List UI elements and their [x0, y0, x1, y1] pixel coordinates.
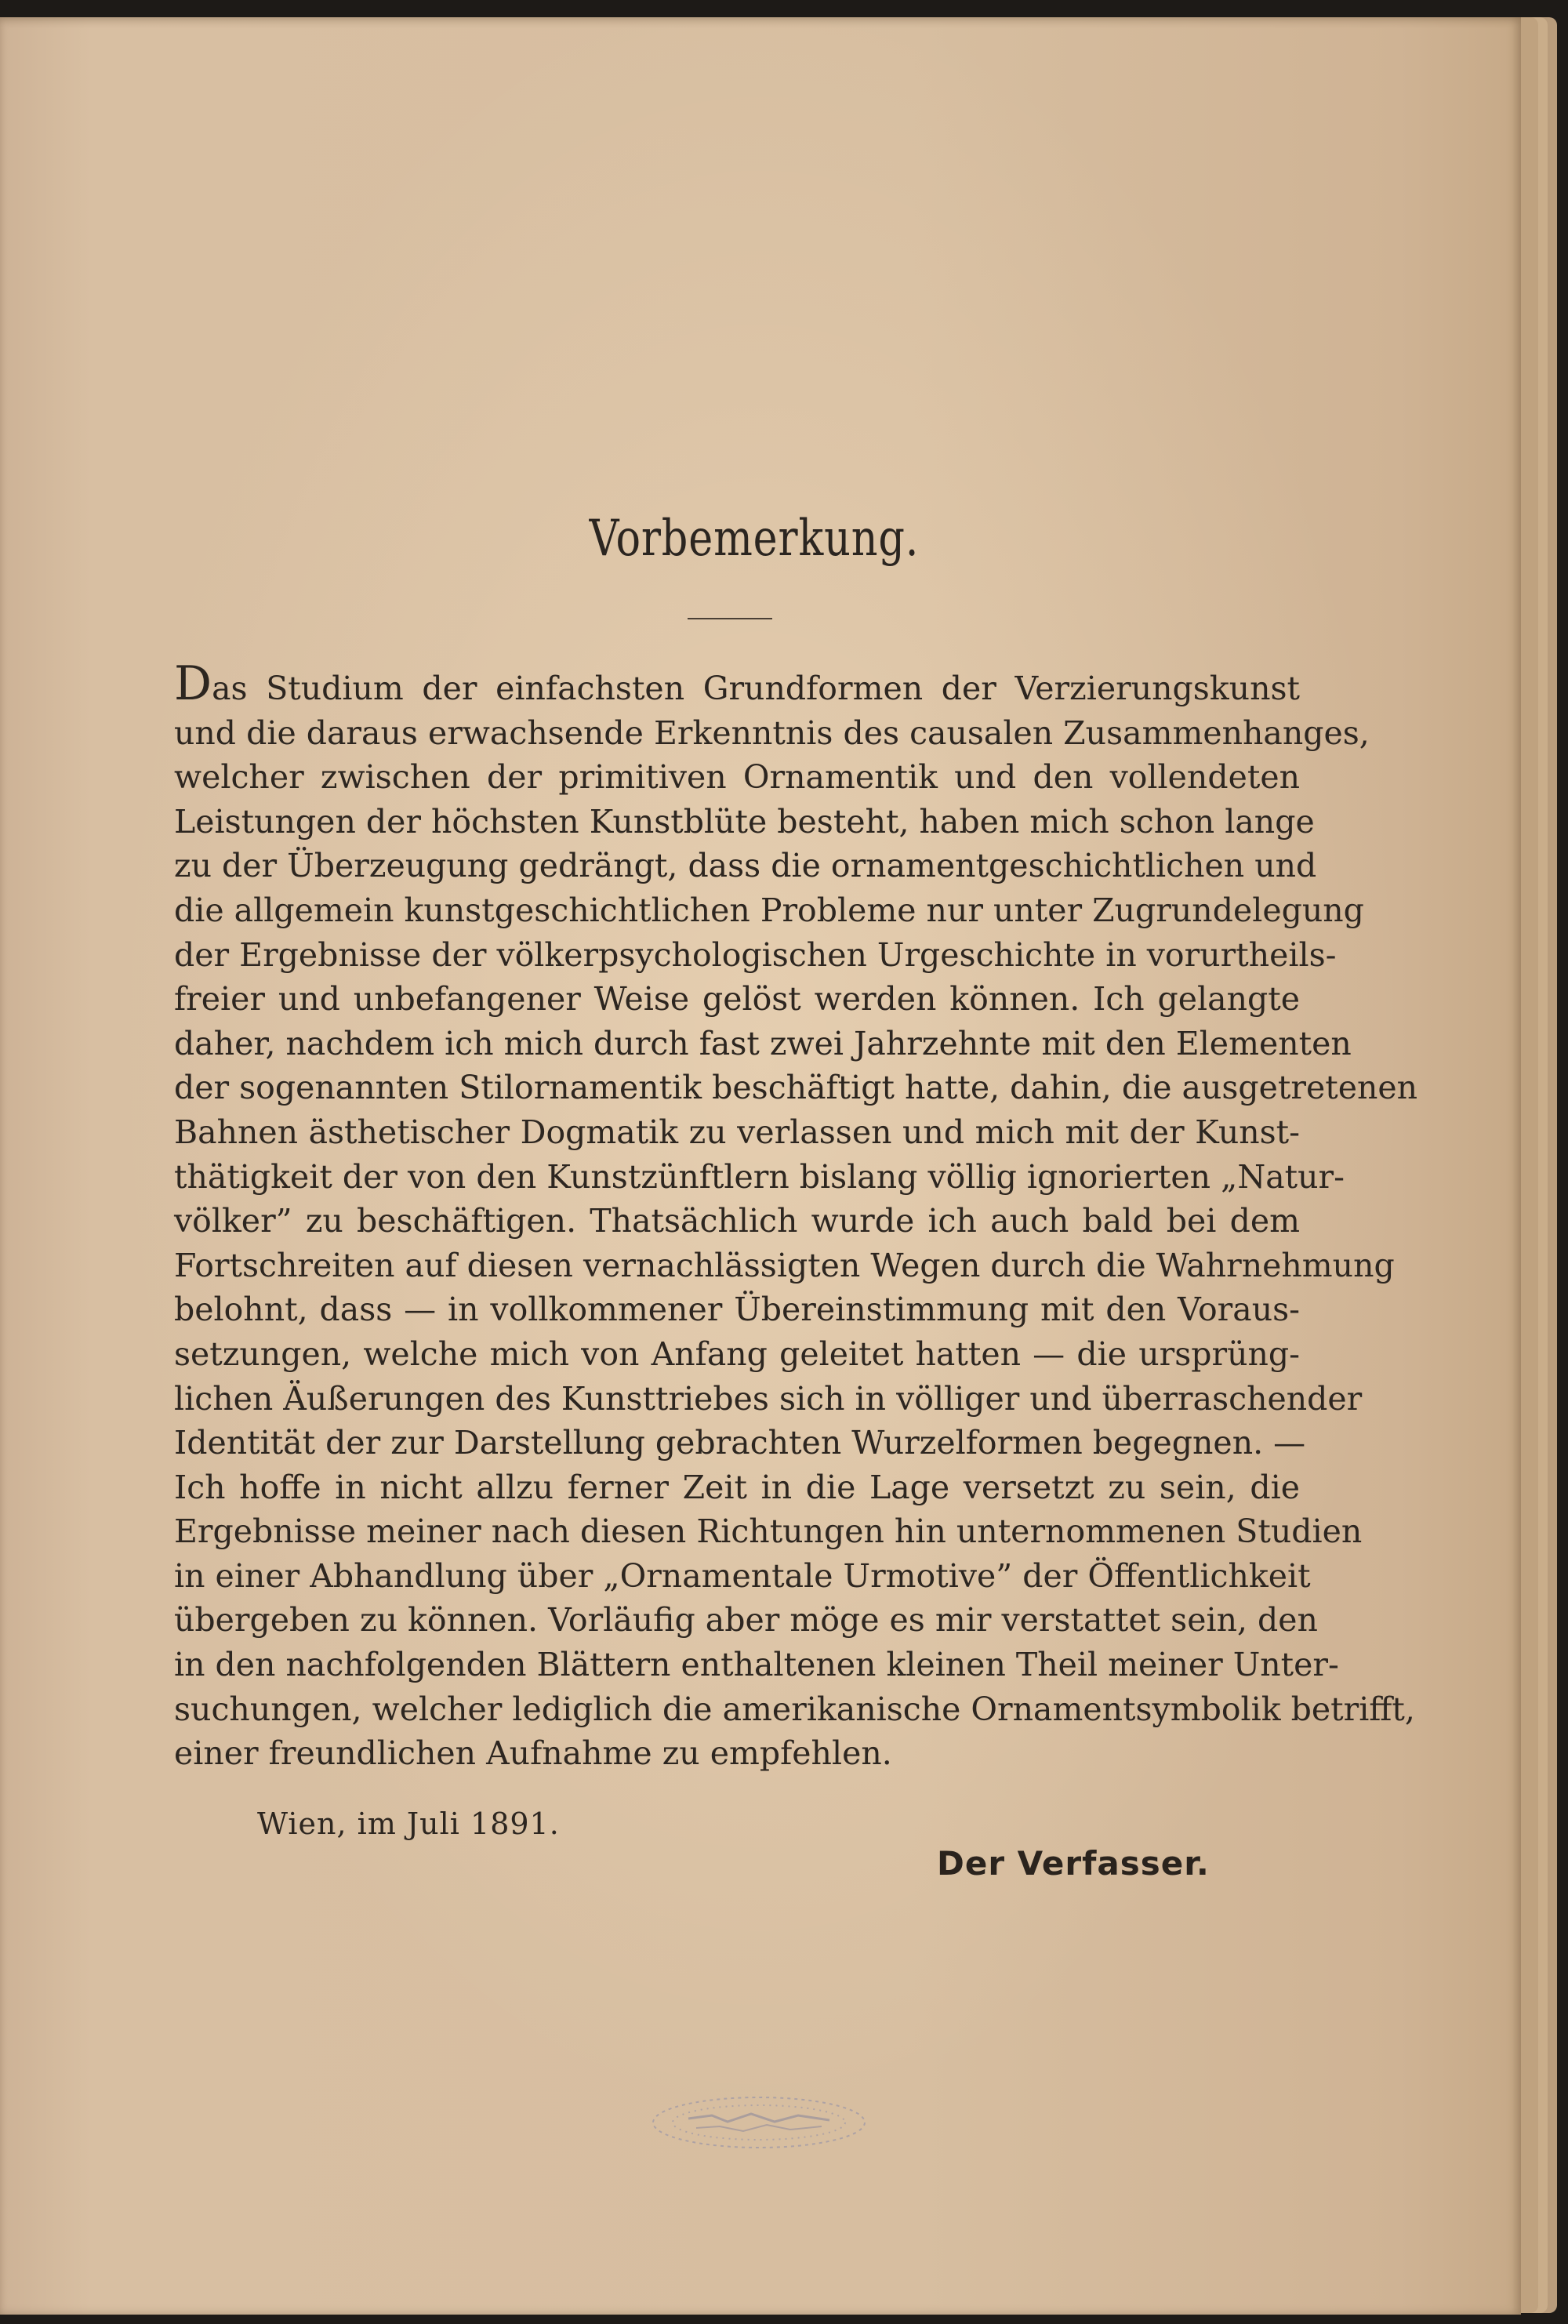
- text-line: zu der Überzeugung gedrängt, dass die ornamentgeschichtlichen und: [174, 847, 1317, 885]
- text-line: [174, 656, 1300, 711]
- text-line: belohnt, dass — in vollkommener Übereinstimmung mit den Voraus-: [174, 1291, 1300, 1329]
- text-line: Ich hoffe in nicht allzu ferner Zeit in die Lage versetzt zu sein, die: [174, 1468, 1300, 1506]
- drop-cap: D: [174, 656, 212, 711]
- title-rule: [688, 618, 772, 619]
- text-line: setzungen, welche mich von Anfang geleitet hatten — die ursprüng-: [174, 1334, 1300, 1373]
- text-line: suchungen, welcher lediglich die amerikanische Ornamentsymbolik betrifft,: [174, 1690, 1415, 1728]
- text-line: völker” zu beschäftigen. Thatsächlich wurde ich auch bald bei dem: [174, 1202, 1300, 1240]
- text-line-content: as Studium der einfachsten Grundformen der Verzierungskunst: [212, 670, 1300, 707]
- text-line: welcher zwischen der primitiven Ornamentik und den vollendeten: [174, 758, 1300, 797]
- text-line: Fortschreiten auf diesen vernachlässigten Wegen durch die Wahrnehmung: [174, 1246, 1395, 1284]
- text-line: freier und unbefangener Weise gelöst werden können. Ich gelangte: [174, 980, 1300, 1019]
- text-line: Identität der zur Darstellung gebrachten Wurzelformen begegnen. —: [174, 1424, 1306, 1462]
- text-line: lichen Äußerungen des Kunsttriebes sich in völliger und überraschender: [174, 1379, 1363, 1418]
- text-line: thätigkeit der von den Kunstzünftlern bislang völlig ignorierten „Natur-: [174, 1157, 1345, 1196]
- text-line: übergeben zu können. Vorläufig aber möge es mir verstattet sein, den: [174, 1601, 1318, 1640]
- text-line: in einer Abhandlung über „Ornamentale Urmotive” der Öffentlichkeit: [174, 1556, 1311, 1595]
- text-line: in den nachfolgenden Blättern enthaltenen kleinen Theil meiner Unter-: [174, 1646, 1339, 1684]
- page-title: Vorbemerkung.: [589, 510, 920, 568]
- author-signature: Der Verfasser.: [937, 1844, 1210, 1883]
- text-line: Leistungen der höchsten Kunstblüte besteht, haben mich schon lange: [174, 802, 1315, 841]
- text-line: der sogenannten Stilornamentik beschäftigt hatte, dahin, die ausgetretenen: [174, 1069, 1418, 1107]
- text-line: der Ergebnisse der völkerpsychologischen Urgeschichte in vorurtheils-: [174, 935, 1337, 974]
- preface-paragraph: [174, 656, 1418, 1776]
- text-line: die allgemein kunstgeschichtlichen Probleme nur unter Zugrundelegung: [174, 891, 1364, 929]
- text-line: einer freundlichen Aufnahme zu empfehlen.: [174, 1734, 892, 1773]
- text-line: daher, nachdem ich mich durch fast zwei Jahrzehnte mit den Elementen: [174, 1024, 1352, 1062]
- place-date: Wien, im Juli 1891.: [257, 1807, 560, 1841]
- library-stamp-icon: [641, 2087, 877, 2158]
- text-line: Bahnen ästhetischer Dogmatik zu verlassen und mich mit der Kunst-: [174, 1113, 1300, 1151]
- text-line: und die daraus erwachsende Erkenntnis des causalen Zusammenhanges,: [174, 714, 1370, 752]
- text-line: Ergebnisse meiner nach diesen Richtungen hin unternommenen Studien: [174, 1512, 1363, 1551]
- book-page: [0, 17, 1521, 2315]
